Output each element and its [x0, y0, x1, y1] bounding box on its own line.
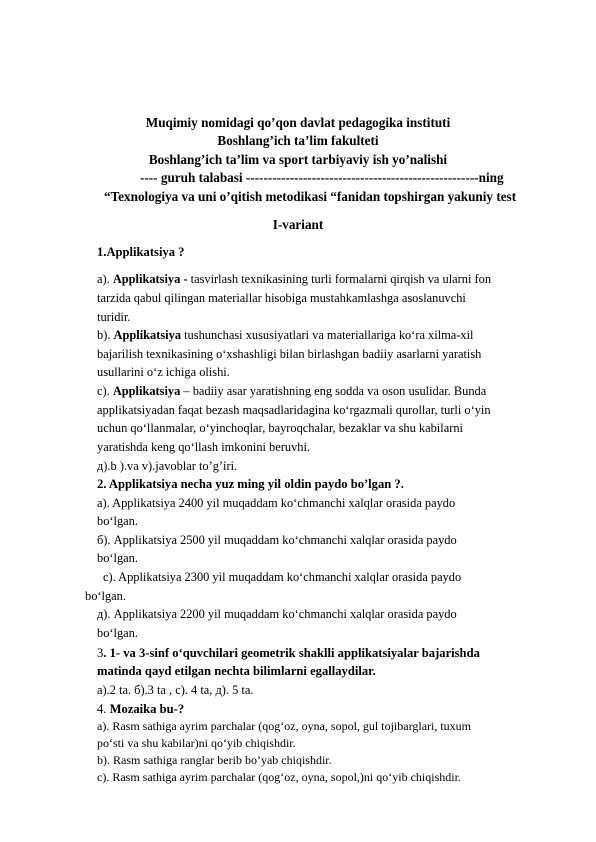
q1-option-c-line4: yaratishda keng qo‘llash imkonini beruvhi.: [97, 440, 311, 454]
q1-option-c-line2: applikatsiyadan faqat bezash maqsadlaridagina ko‘rgazmali qurollar, turli o‘yin: [97, 403, 491, 417]
q2-option-a-line1: a). Applikatsiya 2400 yil muqaddam ko‘chmanchi xalqlar orasida paydo: [97, 496, 456, 510]
q1-option-c-line1: c). Applikatsiya – badiiy asar yaratishning eng sodda va oson usulidar. Bunda: [97, 384, 487, 398]
q2-option-b-line1: б). Applikatsiya 2500 yil muqaddam ko‘chmanchi xalqlar orasida paydo: [97, 533, 457, 547]
q1-option-d: д).b ).va v).javoblar to’g’iri.: [97, 459, 238, 473]
variant-label: I-variant: [272, 217, 324, 232]
q1-option-a-line1: a). Applikatsiya - tasvirlash texnikasining turli formalarni qirqish va ularni fon: [97, 272, 492, 286]
q4-option-c: c). Rasm sathiga ayrim parchalar (qog‘oz, oyna, sopol,)ni qo‘yib chiqishdir.: [97, 770, 461, 784]
institute-title: Muqimiy nomidagi qo’qon davlat pedagogika instituti: [145, 115, 451, 130]
group-line: ---- guruh talabasi -----------------------------------------------------ning: [140, 170, 504, 185]
q2-option-d-line1: д). Applikatsiya 2200 yil muqaddam ko‘chmanchi xalqlar orasida paydo: [97, 607, 457, 621]
subject-line: “Texnologiya va uni o’qitish metodikasi “fanidan topshirgan yakuniy test: [104, 189, 517, 204]
q1-option-a-line2: tarzida qabul qilingan materiallar hisobiga mustahkamlashga asoslanuvchi: [97, 291, 466, 305]
q2-option-c-line2: bo‘lgan.: [85, 589, 126, 603]
question-2-title: 2. Applikatsiya necha yuz ming yil oldin paydo bo’lgan ?.: [97, 477, 404, 491]
q2-option-d-line2: bo‘lgan.: [97, 626, 138, 640]
q4-option-b: b). Rasm sathiga ranglar berib bo’yab chiqishdir.: [97, 753, 332, 767]
direction-title: Boshlang’ich ta’lim va sport tarbiyaviy ish yo’nalishi: [148, 152, 448, 167]
q2-option-c-line1: c). Applikatsiya 2300 yil muqaddam ko‘chmanchi xalqlar orasida paydo: [103, 570, 462, 584]
q1-option-b-line2: bajarilish texnikasining o‘xshashligi bilan birlashgan badiiy asarlarni yaratish: [97, 347, 482, 361]
q2-option-a-line2: bo‘lgan.: [97, 514, 138, 528]
question-4-title: 4. Mozaika bu-?: [97, 702, 185, 716]
q2-option-b-line2: bo‘lgan.: [97, 551, 138, 565]
q4-option-a-line2: po‘sti va shu kabilar)ni qo‘yib chiqishdir.: [97, 736, 296, 750]
q4-option-a-line1: a). Rasm sathiga ayrim parchalar (qog‘oz, oyna, sopol, gul tojibarglari, tuxum: [97, 719, 472, 733]
q1-option-b-line3: usullarini o‘z ichiga olishi.: [97, 365, 230, 379]
q1-option-b-line1: b). Applikatsiya tushunchasi xususiyatlari va materiallariga ko‘ra xilma-xil: [97, 328, 474, 342]
question-3-title-line1: 3. 1- va 3-sinf o‘quvchilari geometrik shaklli applikatsiyalar bajarishda: [97, 646, 480, 660]
question-1-title: 1.Applikatsiya ?: [97, 245, 185, 259]
faculty-title: Boshlang’ich ta’lim fakulteti: [217, 133, 379, 148]
q1-option-c-line3: uchun qo‘llanmalar, o‘yinchoqlar, bayroqchalar, bezaklar va shu kabilarni: [97, 421, 463, 435]
q1-option-a-line3: turidir.: [97, 310, 131, 324]
q3-answers: a).2 ta. б).3 ta , c). 4 ta, д). 5 ta.: [97, 683, 254, 697]
question-3-title-line2: matinda qayd etilgan nechta bilimlarni egallaydilar.: [97, 664, 376, 678]
